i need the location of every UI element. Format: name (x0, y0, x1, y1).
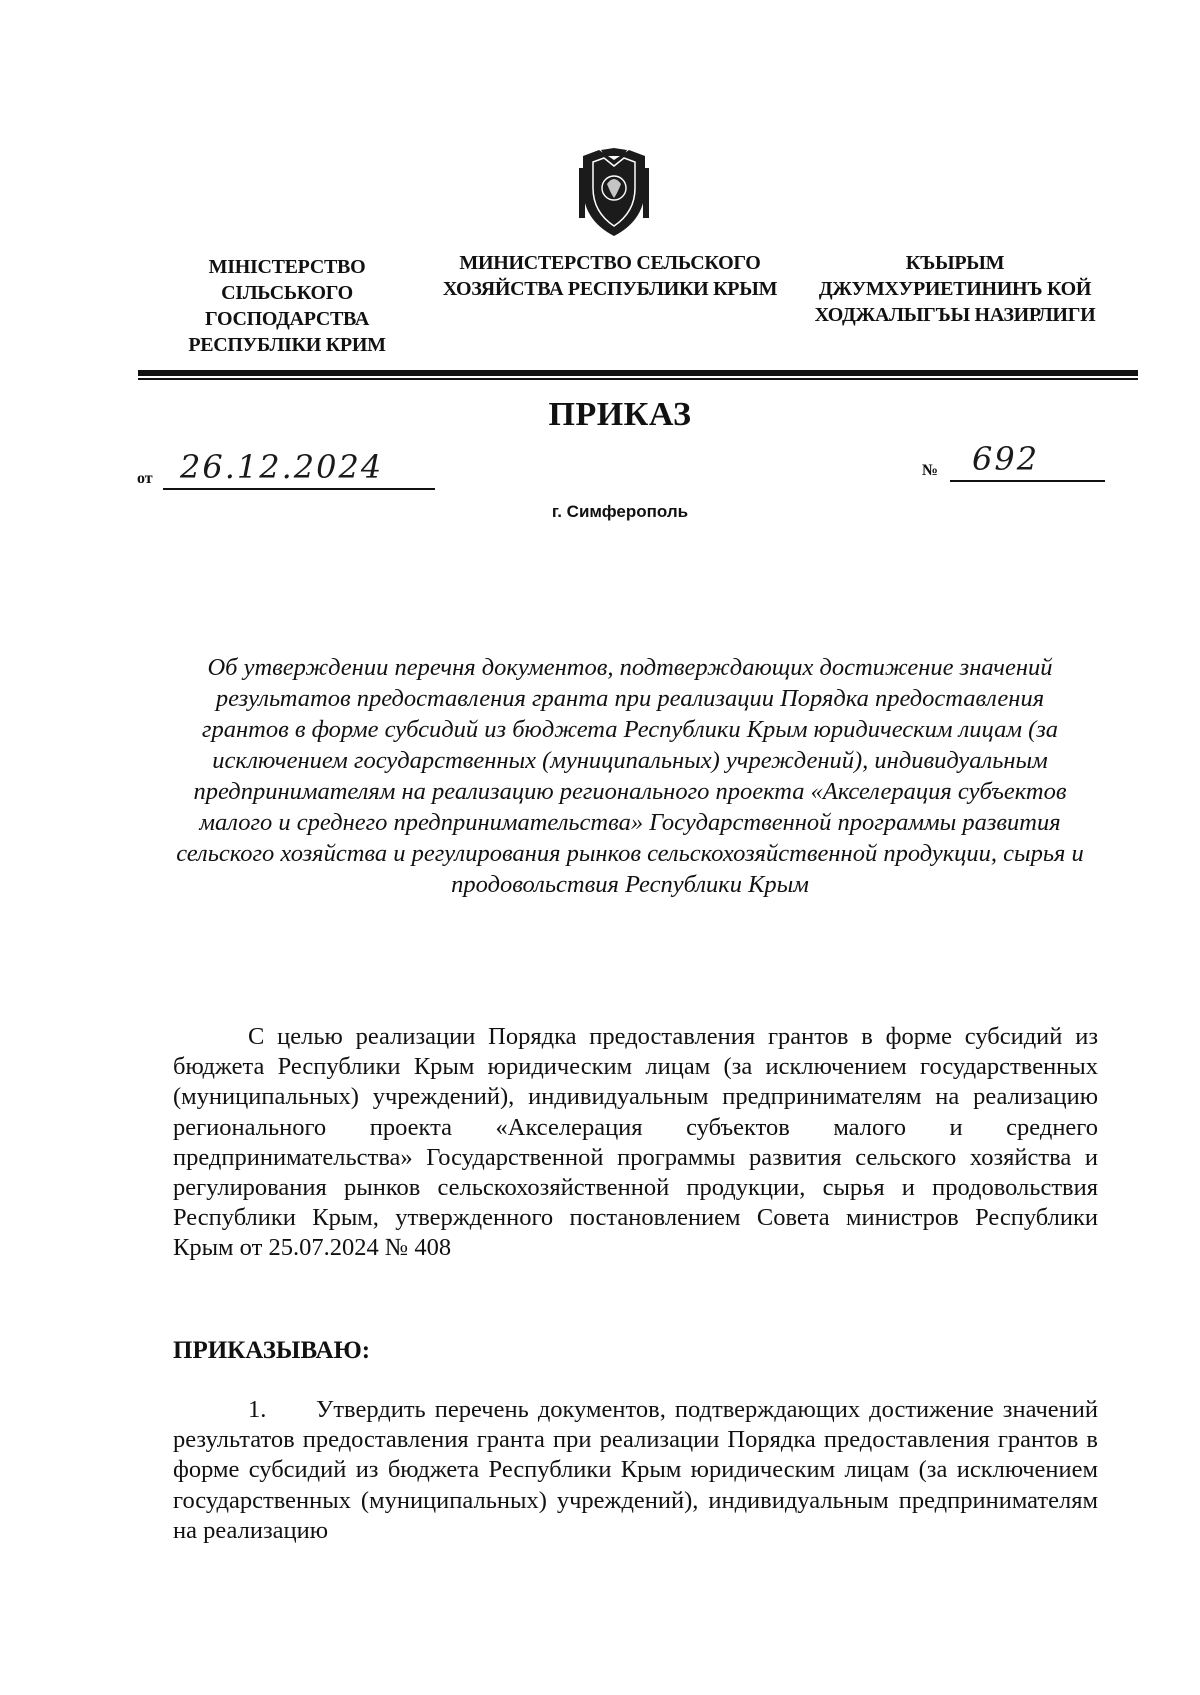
order-word: ПРИКАЗЫВАЮ: (173, 1337, 371, 1364)
order-item (173, 1395, 1098, 1546)
header-divider (138, 370, 1138, 376)
preamble-paragraph: С целью реализации Порядка предоставления грантов в форме субсидий из бюджета Республики Крым юридическим лицам (за исключением государственных (муниципальных) учреждений), индивидуальным предпринимателям на реализацию регионального проекта «Акселерация субъектов малого и среднего предпринимательства» Государственной программы развития сельского хозяйства и регулирования рынков сельскохозяйственной продукции, сырья и продовольствия Республики Крым, утвержденного постановлением Совета министров Республики Крым от 25.07.2024 № 408 (173, 1023, 1098, 1262)
date-prefix: от (137, 470, 153, 487)
number-prefix: № (922, 462, 939, 479)
header-divider-thin (138, 378, 1138, 380)
city-name: г. Симферополь (551, 502, 689, 521)
coat-of-arms-icon (571, 148, 657, 238)
handwritten-date: 26.12.2024 (180, 448, 384, 486)
document-subject: Об утверждении перечня документов, подтверждающих достижение значений результатов предоставления гранта при реализации Порядка предоставления грантов в форме субсидий из бюджета Республики Крым юридическим лицам (за исключением государственных (муниципальных) учреждений), индивидуальным предпринимателям на реализацию регионального проекта «Акселерация субъектов малого и среднего предпринимательства» Государственной программы развития сельского хозяйства и регулирования рынков сельскохозяйственной продукции, сырья и продовольствия Республики Крым (176, 654, 1084, 898)
order-item-text: Утвердить перечень документов, подтверждающих достижение значений результатов предоставления гранта при реализации Порядка предоставления грантов в форме субсидий из бюджета Республики Крым юридическим лицам (за исключением государственных (муниципальных) учреждений), индивидуальным предпринимателям на реализацию (173, 1396, 1098, 1544)
number-underline (950, 480, 1105, 482)
ministry-name-ukrainian: МІНІСТЕРСТВО СІЛЬСЬКОГО ГОСПОДАРСТВА РЕСПУБЛІКИ КРИМ (188, 256, 386, 356)
ministry-name-russian: МИНИСТЕРСТВО СЕЛЬСКОГО ХОЗЯЙСТВА РЕСПУБЛИКИ КРЫМ (442, 252, 778, 300)
date-underline (163, 488, 435, 490)
handwritten-number: 692 (972, 440, 1040, 478)
document-type-title: ПРИКАЗ (548, 396, 692, 433)
ministry-name-crimean-tatar: КЪЫРЫМ ДЖУМХУРИЕТИНИНЪ КОЙ ХОДЖАЛЫГЪЫ НАЗИРЛИГИ (814, 252, 1096, 326)
order-item-number: 1. (248, 1396, 267, 1423)
